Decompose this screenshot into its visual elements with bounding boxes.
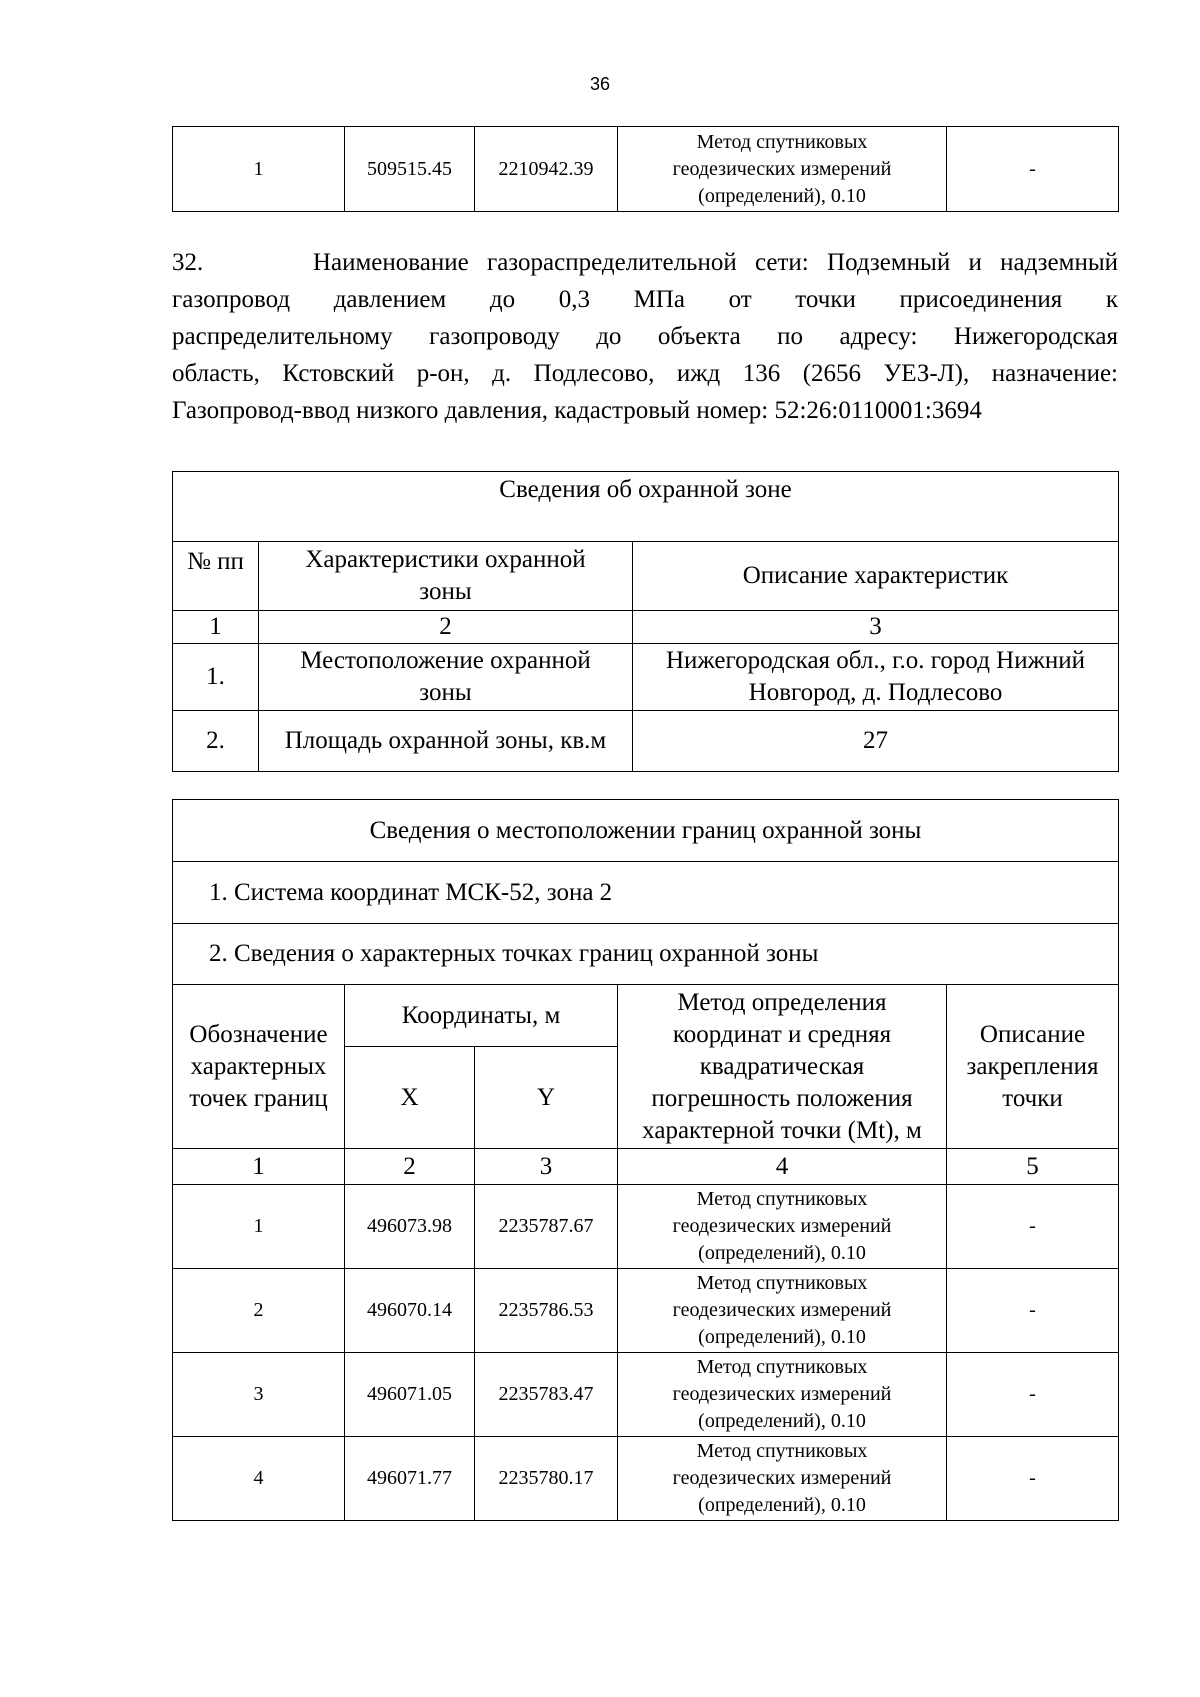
coord-y: 2235780.17	[475, 1437, 618, 1521]
header-num: № пп	[173, 542, 259, 611]
coord-y: 2210942.39	[475, 127, 618, 212]
table-row	[173, 1437, 1119, 1521]
coord-x: 509515.45	[345, 127, 475, 212]
point-id: 1	[173, 1185, 345, 1269]
table-row	[173, 644, 1119, 711]
row-value: Нижегородская обл., г.о. город Нижний Новгород, д. Подлесово	[633, 644, 1119, 711]
table-header-row	[173, 985, 1119, 1047]
coordinate-system: 1. Система координат МСК-52, зона 2	[173, 862, 1119, 924]
row-characteristic: Площадь охранной зоны, кв.м	[259, 711, 633, 772]
paragraph-line: газопровод давлением до 0,3 МПа от точки присоединения к	[172, 286, 1118, 313]
points-title: 2. Сведения о характерных точках границ охранной зоны	[173, 924, 1119, 985]
coord-y: 2235783.47	[475, 1353, 618, 1437]
index-row	[173, 611, 1119, 644]
continuation-table	[172, 126, 1119, 212]
table-title: Сведения об охранной зоне	[173, 472, 1119, 542]
page-number: 36	[589, 74, 611, 94]
table-row	[173, 1353, 1119, 1437]
boundary-points-table	[172, 799, 1119, 1521]
coord-x: 496071.77	[345, 1437, 475, 1521]
point-id: 2	[173, 1269, 345, 1353]
point-id: 1	[173, 127, 345, 212]
header-designation: Обозначение характерных точек границ	[173, 985, 345, 1149]
index-cell: 4	[618, 1149, 947, 1185]
point-description: -	[947, 1437, 1119, 1521]
table-row	[173, 924, 1119, 985]
header-y: Y	[475, 1047, 618, 1149]
index-cell: 3	[633, 611, 1119, 644]
point-id: 3	[173, 1353, 345, 1437]
header-coordinates: Координаты, м	[345, 985, 618, 1047]
coord-x: 496071.05	[345, 1353, 475, 1437]
index-cell: 2	[259, 611, 633, 644]
paragraph-line: 32. Наименование газораспределительной сети: Подземный и надземный	[172, 249, 1118, 276]
point-description: -	[947, 1269, 1119, 1353]
header-description: Описание характеристик	[633, 542, 1119, 611]
method-cell: Метод спутниковых геодезических измерений (определений), 0.10	[618, 127, 947, 212]
header-method: Метод определения координат и средняя квадратическая погрешность положения характерной точки (Mt), м	[618, 985, 947, 1149]
index-row	[173, 1149, 1119, 1185]
coord-y: 2235787.67	[475, 1185, 618, 1269]
table-row	[173, 711, 1119, 772]
table-row	[173, 862, 1119, 924]
method-cell: Метод спутниковых геодезических измерений (определений), 0.10	[618, 1353, 947, 1437]
row-characteristic: Местоположение охранной зоны	[259, 644, 633, 711]
point-description: -	[947, 1353, 1119, 1437]
index-cell: 5	[947, 1149, 1119, 1185]
paragraph-line: распределительному газопроводу до объекта по адресу: Нижегородская	[172, 323, 1118, 350]
table-header-row	[173, 542, 1119, 611]
zone-info-table	[172, 471, 1119, 772]
header-x: X	[345, 1047, 475, 1149]
table-title: Сведения о местоположении границ охранной зоны	[173, 800, 1119, 862]
index-cell: 3	[475, 1149, 618, 1185]
header-description: Описание закрепления точки	[947, 985, 1119, 1149]
table-row	[173, 1269, 1119, 1353]
coord-x: 496073.98	[345, 1185, 475, 1269]
method-cell: Метод спутниковых геодезических измерений (определений), 0.10	[618, 1185, 947, 1269]
coord-x: 496070.14	[345, 1269, 475, 1353]
header-characteristic: Характеристики охранной зоны	[259, 542, 633, 611]
method-cell: Метод спутниковых геодезических измерений (определений), 0.10	[618, 1269, 947, 1353]
coord-y: 2235786.53	[475, 1269, 618, 1353]
table-row	[173, 1185, 1119, 1269]
row-num: 2.	[173, 711, 259, 772]
point-description: -	[947, 1185, 1119, 1269]
index-cell: 1	[173, 1149, 345, 1185]
row-value: 27	[633, 711, 1119, 772]
paragraph-line: область, Кстовский р-он, д. Подлесово, ижд 136 (2656 УЕЗ-Л), назначение:	[172, 360, 1118, 387]
table-row	[173, 472, 1119, 542]
point-id: 4	[173, 1437, 345, 1521]
table-row	[173, 800, 1119, 862]
index-cell: 1	[173, 611, 259, 644]
point-description: -	[947, 127, 1119, 212]
table-row	[173, 127, 1119, 212]
row-num: 1.	[173, 644, 259, 711]
index-cell: 2	[345, 1149, 475, 1185]
network-description	[172, 244, 1118, 429]
paragraph-line: Газопровод-ввод низкого давления, кадастровый номер: 52:26:0110001:3694	[172, 397, 982, 424]
method-cell: Метод спутниковых геодезических измерений (определений), 0.10	[618, 1437, 947, 1521]
